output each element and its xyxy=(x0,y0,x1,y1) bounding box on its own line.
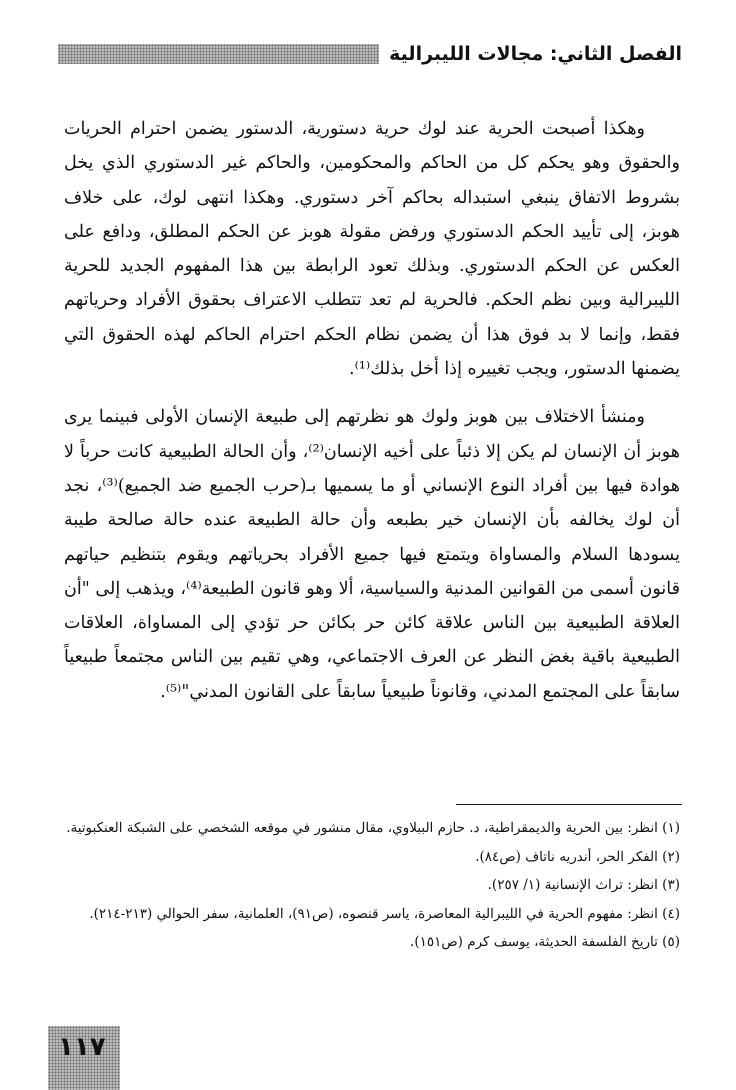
footnote-item: (١) انظر: بين الحرية والديمقراطية، د. حازم الببلاوي، مقال منشور في موقعه الشخصي على الشبكة العنكبوتية. xyxy=(66,820,680,836)
footnote-item: (٢) الفكر الحر، أندريه ناتاف (ص٨٤). xyxy=(475,848,680,865)
header-decorative-bar xyxy=(58,44,379,64)
body-paragraph: وهكذا أصبحت الحرية عند لوك حرية دستورية، الدستور يضمن احترام الحريات والحقوق وهو يحكم كل من الحاكم والمحكومين، والحاكم غير الدستوري الذي يخل بشروط الاتفاق ينبغي استبداله بحاكم آخر دستوري. وهكذا انتهى لوك، على خلاف هوبز، إلى تأييد الحكم الدستوري ورفض مقولة هوبز عن الحكم المطلق، ودافع على العكس عن الحكم الدستوري. وبذلك تعود الرابطة بين هذا المفهوم الجديد للحرية الليبرالية وبين نظم الحكم. فالحرية لم تعد تتطلب الاعتراف بحقوق الأفراد وحرياتهم فقط، وإنما لا بد فوق هذا أن يضمن نظام الحكم احترام الحاكم لهذه الحقوق التي يضمنها الدستور، ويجب تغييره إذا أخل بذلك⁽¹⁾. xyxy=(64,119,680,380)
footnote-separator xyxy=(456,804,682,805)
chapter-title: الفصل الثاني: مجالات الليبرالية xyxy=(389,43,682,65)
main-text xyxy=(64,112,680,709)
body-paragraph: ومنشأ الاختلاف بين هوبز ولوك هو نظرتهم إلى طبيعة الإنسان الأولى فبينما يرى هوبز أن الإنسان لم يكن إلا ذئباً على أخيه الإنسان⁽²⁾، وأن الحالة الطبيعية كانت حرباً لا هوادة فيها بين أفراد النوع الإنساني أو ما يسميها بـ(حرب الجميع ضد الجميع)⁽³⁾، نجد أن لوك يخالفه بأن الإنسان خير بطبعه وأن حالة الطبيعة عنده حالة صالحة طيبة يسودها السلام والمساواة ويتمتع فيها جميع الأفراد بحرياتهم ويقوم بتنظيم حياتهم قانون أسمى من القوانين المدنية والسياسية، ألا وهو قانون الطبيعة⁽⁴⁾، ويذهب إلى "أن العلاقة الطبيعية بين الناس علاقة كائن حر بكائن حر تؤدي إلى المساواة، العلاقات الطبيعية باقية بغض النظر عن العرف الاجتماعي، وهي تقيم بين الناس مجتمعاً طبيعياً سابقاً على المجتمع المدني، وقانوناً طبيعياً سابقاً على القانون المدني"⁽⁵⁾. xyxy=(64,407,680,702)
running-header xyxy=(58,40,682,68)
footnote-item: (٥) تاريخ الفلسفة الحديثة، يوسف كرم (ص١٥١). xyxy=(410,934,680,950)
footnote-item: (٤) انظر: مفهوم الحرية في الليبرالية المعاصرة، ياسر قنصوه، (ص٩١)، العلمانية، سفر الحوالي (٢١٣-٢١٤). xyxy=(89,905,680,922)
page-number: ١١٧ xyxy=(58,1032,106,1062)
footnotes-list xyxy=(64,814,680,957)
footnote-item: (٣) انظر: تراث الإنسانية (١/ ٢٥٧). xyxy=(487,877,680,893)
